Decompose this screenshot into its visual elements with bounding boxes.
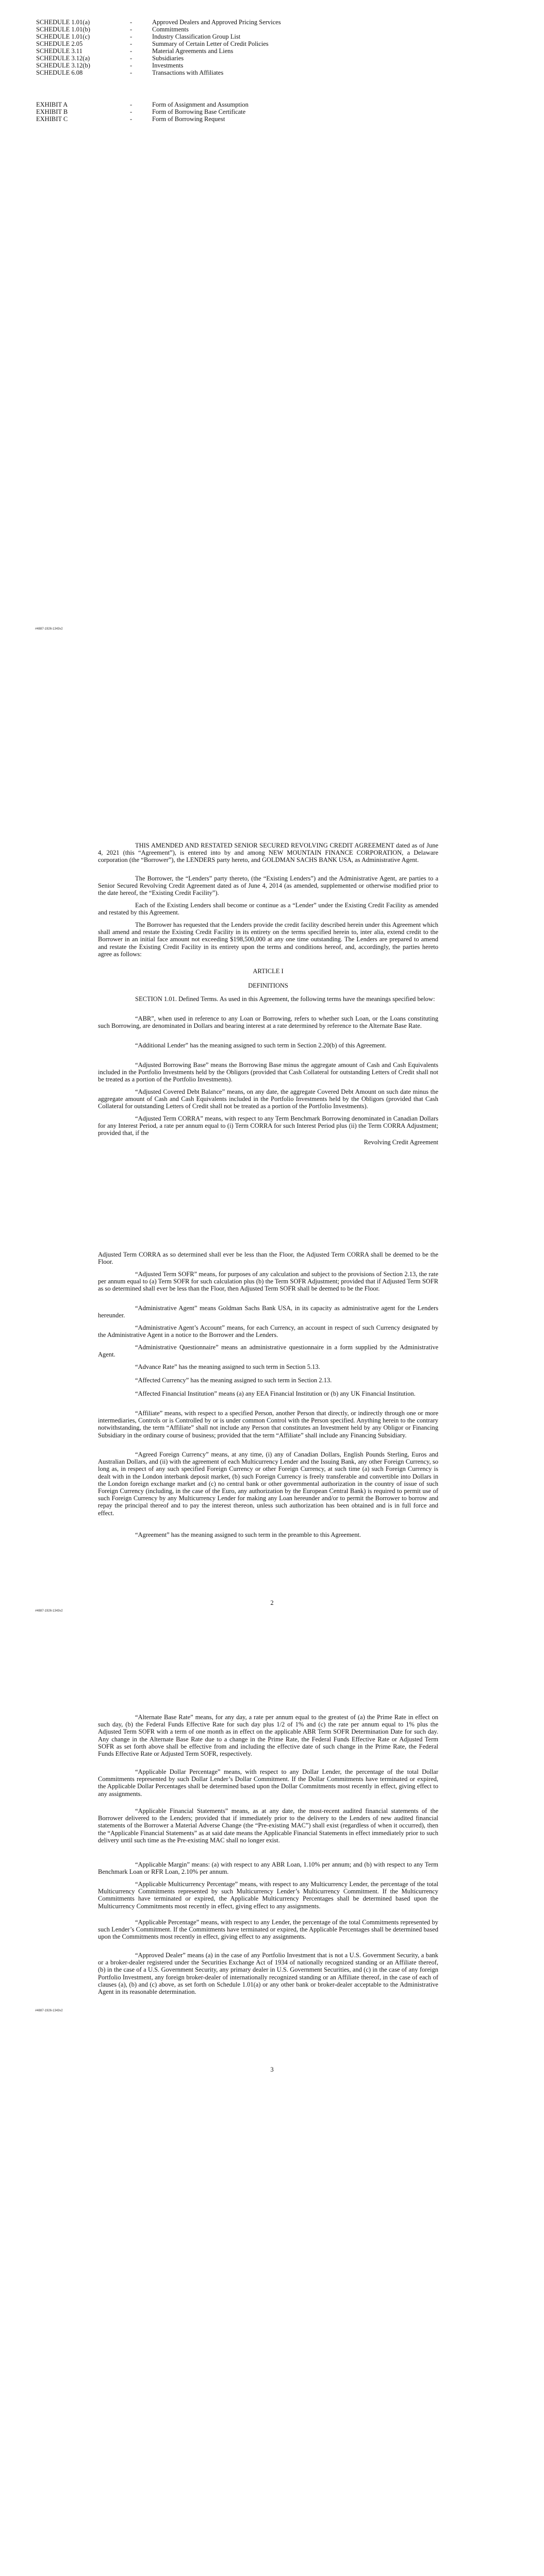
def-advance-rate: “Advance Rate” has the meaning assigned to such term in Section 5.13.: [135, 1363, 320, 1370]
footer-code: #4887-1926-1343v2: [35, 628, 63, 631]
def-applicable-multicurrency-pct: “Applicable Multicurrency Percentage” means, with respect to any Multicurrency Lender, the percentage of the total Multicurrency Commitments represented by such Multicurrency Lender’s Multicurrency Commitment. If the Multicurrency Commitments have terminated or expired, the Applicable Multicurrency Percentages shall be determined based upon the Multicurrency Commitments most recently in effect, giving effect to any assignments.: [98, 1880, 438, 1910]
footer-code: #4887-1926-1343v2: [35, 1609, 63, 1613]
def-cont: Adjusted Term CORRA as so determined shall ever be less than the Floor, the Adjusted Term CORRA shall be deemed to be the Floor.: [98, 1251, 438, 1266]
def-abr: “ABR”, when used in reference to any Loan or Borrowing, refers to whether such Loan, or the Loans constituting such Borrowing, are denominated in Dollars and bearing interest at a rate determined by reference to the Alternate Base Rate.: [98, 1015, 438, 1030]
page-number: 3: [270, 2066, 274, 2073]
def-applicable-margin: “Applicable Margin” means: (a) with respect to any ABR Loan, 1.10% per annum; and (b) with respect to any Term Benchmark Loan or RFR Loan, 2.10% per annum.: [98, 1861, 438, 1876]
def-adjusted-term-corra: “Adjusted Term CORRA” means, with respect to any Term Benchmark Borrowing denominated in Canadian Dollars for any Interest Period, a rate per annum equal to (i) Term CORRA for such Interest Period plus (ii) the Term CORRA Adjustment; provided that, if the: [98, 1115, 438, 1137]
def-adjusted-borrowing-base: “Adjusted Borrowing Base” means the Borrowing Base minus the aggregate amount of Cash and Cash Equivalents included in the Portfolio Investments held by the Obligors (provided that Cash Collateral for outstanding Letters of Credit shall not be treated as a portion of the Portfolio Investments).: [98, 1061, 438, 1083]
def-adjusted-term-sofr: “Adjusted Term SOFR” means, for purposes of any calculation and subject to the provisions of Section 2.13, the rate per annum equal to (a) Term SOFR for such calculation plus (b) the Term SOFR Adjustment; provided that if Adjusted Term SOFR as so determined shall ever be less than the Floor, then Adjusted Term SOFR shall be deemed to be the Floor.: [98, 1270, 438, 1293]
page-number: 2: [270, 1599, 274, 1606]
def-adjusted-covered-debt: “Adjusted Covered Debt Balance” means, on any date, the aggregate Covered Debt Amount on such date minus the aggregate amount of Cash and Cash Equivalents included in the Portfolio Investments held by the Obligors (provided that Cash Collateral for outstanding Letters of Credit shall not be treated as a portion of the Portfolio Investments).: [98, 1088, 438, 1110]
definitions-heading: DEFINITIONS: [248, 982, 288, 989]
def-applicable-pct: “Applicable Percentage” means, with respect to any Lender, the percentage of the total Commitments represented by such Lender’s Commitment. If the Commitments have terminated or expired, the Applicable Percentages shall be determined based upon the Commitments most recently in effect, giving effect to any assignments.: [98, 1919, 438, 1941]
recital-3: The Borrower has requested that the Lenders provide the credit facility described herein under this Agreement which shall amend and restate the Existing Credit Facility in its entirety on the terms specified herein to, inter alia, extend credit to the Borrower in an initial face amount not exceeding $198,500,000 at any one time outstanding. The Lenders are prepared to amend and restate the Existing Credit Facility in its entirety upon the terms and conditions hereof, and, accordingly, the parties hereto agree as follows:: [98, 921, 438, 958]
def-approved-dealer: “Approved Dealer” means (a) in the case of any Portfolio Investment that is not a U.S. Government Security, a bank or a broker-dealer registered under the Securities Exchange Act of 1934 of nationally recognized standing or an Affiliate thereof, (b) in the case of a U.S. Government Security, any primary dealer in U.S. Government Securities, and (c) in the case of any foreign Portfolio Investment, any foreign broker-dealer of internationally recognized standing or an Affiliate thereof, in the case of each of clauses (a), (b) and (c) above, as set forth on Schedule 1.01(a) or any other bank or broker-dealer acceptable to the Administrative Agent in its reasonable determination.: [98, 1952, 438, 1996]
def-applicable-dollar-pct: “Applicable Dollar Percentage” means, with respect to any Dollar Lender, the percentage of the total Dollar Commitments represented by such Dollar Lender’s Dollar Commitment. If the Dollar Commitments have terminated or expired, the Applicable Dollar Percentages shall be determined based upon the Dollar Commitments most recently in effect, giving effect to any assignments.: [98, 1768, 438, 1798]
def-affected-financial-inst: “Affected Financial Institution” means (a) any EEA Financial Institution or (b) any UK Financial Institution.: [135, 1390, 416, 1397]
def-agreed-foreign-currency: “Agreed Foreign Currency” means, at any time, (i) any of Canadian Dollars, English Pounds Sterling, Euros and Australian Dollars, and (ii) with the agreement of each Multicurrency Lender and the Issuing Bank, any other Foreign Currency, so long as, in respect of any such specified Foreign Currency or other Foreign Currency, at such time (a) such Foreign Currency is dealt with in the London interbank deposit market, (b) such Foreign Currency is freely transferable and convertible into Dollars in the London foreign exchange market and (c) no central bank or other governmental authorization in the country of issue of such Foreign Currency (including, in the case of the Euro, any authorization by the European Central Bank) is required to permit use of such Foreign Currency by any Multicurrency Lender for making any Loan hereunder and/or to permit the Borrower to borrow and repay the principal thereof and to pay the interest thereon, unless such authorization has been obtained and is in full force and effect.: [98, 1451, 438, 1517]
preamble: THIS AMENDED AND RESTATED SENIOR SECURED REVOLVING CREDIT AGREEMENT dated as of June 4, 2021 (this “Agreement”), is entered into by and among NEW MOUNTAIN FINANCE CORPORATION, a Delaware corporation (the “Borrower”), the LENDERS party hereto, and GOLDMAN SACHS BANK USA, as Administrative Agent.: [98, 842, 438, 864]
recital-1: The Borrower, the “Lenders” party thereto, (the “Existing Lenders”) and the Administrative Agent, are parties to a Senior Secured Revolving Credit Agreement dated as of June 4, 2014 (as amended, supplemented or otherwise modified prior to the date hereof, the “Existing Credit Facility”).: [98, 875, 438, 897]
section-1-01: SECTION 1.01. Defined Terms. As used in this Agreement, the following terms have the meanings specified below:: [135, 995, 435, 1003]
def-additional-lender: “Additional Lender” has the meaning assigned to such term in Section 2.20(b) of this Agreement.: [135, 1042, 387, 1049]
def-admin-questionnaire: “Administrative Questionnaire” means an administrative questionnaire in a form supplied by the Administrative Agent.: [98, 1344, 438, 1359]
def-affiliate: “Affiliate” means, with respect to a specified Person, another Person that directly, or indirectly through one or more intermediaries, Controls or is Controlled by or is under common Control with the Person specified. Anything herein to the contrary notwithstanding, the term “Affiliate” shall not include any Person that constitutes an Investment held by any Obligor or Financing Subsidiary in the ordinary course of business; provided that the term “Affiliate” shall include any Financing Subsidiary.: [98, 1410, 438, 1439]
article-heading: ARTICLE I: [253, 968, 284, 975]
def-admin-agent-account: “Administrative Agent’s Account” means, for each Currency, an account in respect of such Currency designated by the Administrative Agent in a notice to the Borrower and the Lenders.: [98, 1324, 438, 1339]
footer-code: #4887-1926-1343v2: [35, 2009, 63, 2012]
def-administrative-agent: “Administrative Agent” means Goldman Sachs Bank USA, in its capacity as administrative agent for the Lenders hereunder.: [98, 1304, 438, 1319]
def-agreement: “Agreement” has the meaning assigned to such term in the preamble to this Agreement.: [135, 1531, 361, 1538]
def-applicable-fin-statements: “Applicable Financial Statements” means, as at any date, the most-recent audited financial statements of the Borrower delivered to the Lenders; provided that if immediately prior to the delivery to the Lenders of new audited financial statements of the Borrower a Material Adverse Change (the “Pre-existing MAC”) shall exist (regardless of when it occurred), then the “Applicable Financial Statements” as at said date means the Applicable Financial Statements in effect immediately prior to such delivery until such time as the Pre-existing MAC shall no longer exist.: [98, 1807, 438, 1844]
def-affected-currency: “Affected Currency” has the meaning assigned to such term in Section 2.13.: [135, 1377, 332, 1384]
recital-2: Each of the Existing Lenders shall become or continue as a “Lender” under the Existing Credit Facility as amended and restated by this Agreement.: [98, 902, 438, 917]
def-alternate-base-rate: “Alternate Base Rate” means, for any day, a rate per annum equal to the greatest of (a) the Prime Rate in effect on such day, (b) the Federal Funds Effective Rate for such day plus 1/2 of 1% and (c) the rate per annum equal to 1% plus the Adjusted Term SOFR with a term of one month as in effect on the applicable ABR Term SOFR Determination Date for such day. Any change in the Alternate Base Rate due to a change in the Prime Rate, the Federal Funds Effective Rate or Adjusted Term SOFR as set forth above shall be effective from and including the effective date of such change in the Prime Rate, the Federal Funds Effective Rate or Adjusted Term SOFR, respectively.: [98, 1714, 438, 1758]
running-header: Revolving Credit Agreement: [364, 1139, 438, 1146]
